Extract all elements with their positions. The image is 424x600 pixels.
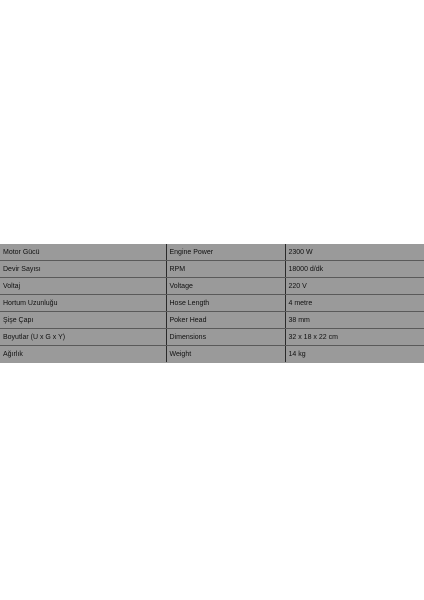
- label-english: Hose Length: [166, 295, 285, 312]
- spec-value: 32 x 18 x 22 cm: [285, 329, 424, 346]
- table-row: [0, 278, 424, 295]
- label-english: Engine Power: [166, 244, 285, 261]
- label-turkish: Devir Sayısı: [0, 261, 166, 278]
- spec-value: 18000 d/dk: [285, 261, 424, 278]
- label-turkish: Motor Gücü: [0, 244, 166, 261]
- label-english: Dimensions: [166, 329, 285, 346]
- spec-value: 220 V: [285, 278, 424, 295]
- table-row: [0, 295, 424, 312]
- label-turkish: Boyutlar (U x G x Y): [0, 329, 166, 346]
- label-turkish: Ağırlık: [0, 346, 166, 363]
- table-row: [0, 244, 424, 261]
- label-english: Poker Head: [166, 312, 285, 329]
- table-row: [0, 346, 424, 363]
- label-english: RPM: [166, 261, 285, 278]
- label-turkish: Voltaj: [0, 278, 166, 295]
- spec-table: [0, 244, 424, 363]
- label-turkish: Şişe Çapı: [0, 312, 166, 329]
- label-english: Weight: [166, 346, 285, 363]
- table-row: [0, 329, 424, 346]
- label-english: Voltage: [166, 278, 285, 295]
- spec-value: 38 mm: [285, 312, 424, 329]
- table-row: [0, 312, 424, 329]
- spec-value: 4 metre: [285, 295, 424, 312]
- table-row: [0, 261, 424, 278]
- spec-value: 14 kg: [285, 346, 424, 363]
- spec-value: 2300 W: [285, 244, 424, 261]
- label-turkish: Hortum Uzunluğu: [0, 295, 166, 312]
